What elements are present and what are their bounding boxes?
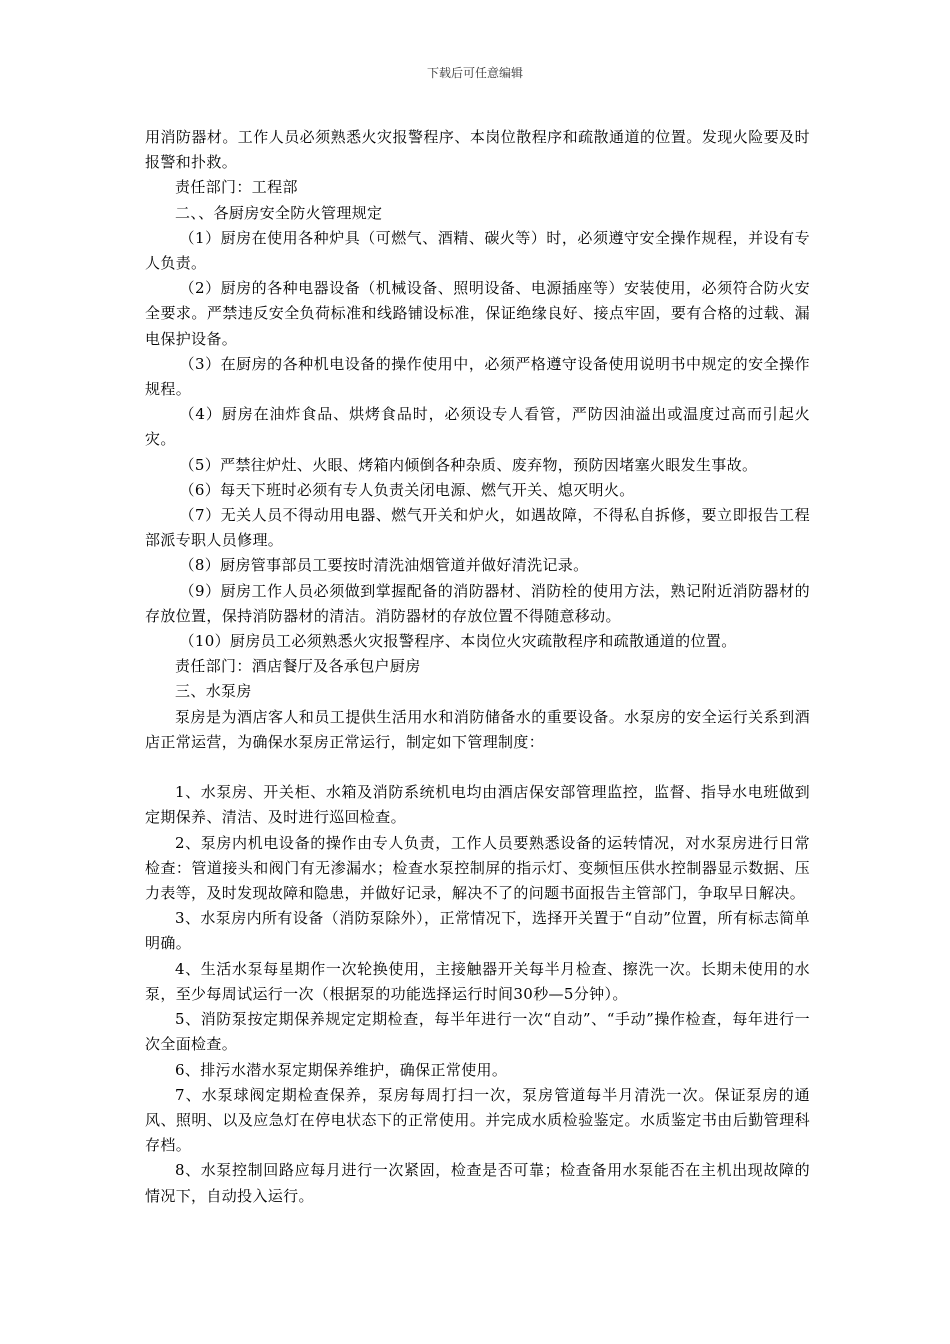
page-header: 下载后可任意编辑	[426, 66, 523, 80]
paragraph: （2）厨房的各种电器设备（机械设备、照明设备、电源插座等）安装使用，必须符合防火安全要求。严禁违反安全负荷标准和线路铺设标准，保证绝缘良好、接点牢固，要有合格的过载、漏电保护设备。	[145, 279, 810, 348]
paragraph: （9）厨房工作人员必须做到掌握配备的消防器材、消防栓的使用方法，熟记附近消防器材的存放位置，保持消防器材的清洁。消防器材的存放位置不得随意移动。	[145, 581, 810, 625]
paragraph: 二、、各厨房安全防火管理规定	[175, 203, 383, 222]
paragraph: 1、水泵房、开关柜、水箱及消防系统机电均由酒店保安部管理监控，监督、指导水电班做到定期保养、清洁、及时进行巡回检查。	[145, 783, 810, 827]
paragraph: 责任部门：酒店餐厅及各承包户厨房	[175, 657, 421, 676]
paragraph: 三、水泵房	[175, 682, 252, 701]
paragraph: 泵房是为酒店客人和员工提供生活用水和消防储备水的重要设备。水泵房的安全运行关系到酒店正常运营，为确保水泵房正常运行，制定如下管理制度：	[145, 707, 810, 751]
document-body	[145, 125, 810, 1209]
paragraph	[145, 755, 810, 780]
paragraph: （7）无关人员不得动用电器、燃气开关和炉火，如遇故障，不得私自拆修，要立即报告工程部派专职人员修理。	[145, 506, 810, 550]
paragraph: （6）每天下班时必须有专人负责关闭电源、燃气开关、熄灭明火。	[179, 480, 635, 499]
paragraph: 5、消防泵按定期保养规定定期检查，每半年进行一次“自动”、“手动”操作检查，每年进行一次全面检查。	[145, 1010, 810, 1054]
paragraph: 8、水泵控制回路应每月进行一次紧固，检查是否可靠；检查备用水泵能否在主机出现故障的情况下，自动投入运行。	[145, 1161, 810, 1205]
paragraph: （8）厨房管事部员工要按时清洗油烟管道并做好清洗记录。	[179, 556, 589, 575]
paragraph: （10）厨房员工必须熟悉火灾报警程序、本岗位火灾疏散程序和疏散通道的位置。	[179, 632, 737, 651]
paragraph: 7、水泵球阀定期检查保养，泵房每周打扫一次，泵房管道每半月清洗一次。保证泵房的通风、照明、以及应急灯在停电状态下的正常使用。并完成水质检验鉴定。水质鉴定书由后勤管理科存档。	[145, 1085, 810, 1155]
paragraph: 3、水泵房内所有设备（消防泵除外），正常情况下，选择开关置于“自动”位置，所有标志简单明确。	[145, 909, 810, 953]
paragraph: （5）严禁往炉灶、火眼、烤箱内倾倒各种杂质、废弃物，预防因堵塞火眼发生事故。	[179, 455, 758, 474]
paragraph: 责任部门：工程部	[175, 178, 298, 197]
paragraph: （4）厨房在油炸食品、烘烤食品时，必须设专人看管，严防因油溢出或温度过高而引起火灾。	[145, 405, 810, 449]
paragraph: 用消防器材。工作人员必须熟悉火灾报警程序、本岗位散程序和疏散通道的位置。发现火险要及时报警和扑救。	[145, 128, 810, 172]
paragraph: 4、生活水泵每星期作一次轮换使用，主接触器开关每半月检查、擦洗一次。长期未使用的水泵，至少每周试运行一次（根据泵的功能选择运行时间30秒—5分钟）。	[145, 959, 810, 1003]
paragraph: （3）在厨房的各种机电设备的操作使用中，必须严格遵守设备使用说明书中规定的安全操作规程。	[145, 354, 810, 399]
paragraph: 2、泵房内机电设备的操作由专人负责，工作人员要熟悉设备的运转情况，对水泵房进行日常检查：管道接头和阀门有无渗漏水；检查水泵控制屏的指示灯、变频恒压供水控制器显示数据、压力表等，及时发现故障和隐患，并做好记录，解决不了的问题书面报告主管部门，争取早日解决。	[145, 833, 810, 903]
paragraph: （1）厨房在使用各种炉具（可燃气、酒精、碳火等）时，必须遵守安全操作规程，并设有专人负责。	[145, 228, 810, 273]
paragraph: 6、排污水潜水泵定期保养维护，确保正常使用。	[175, 1060, 508, 1079]
